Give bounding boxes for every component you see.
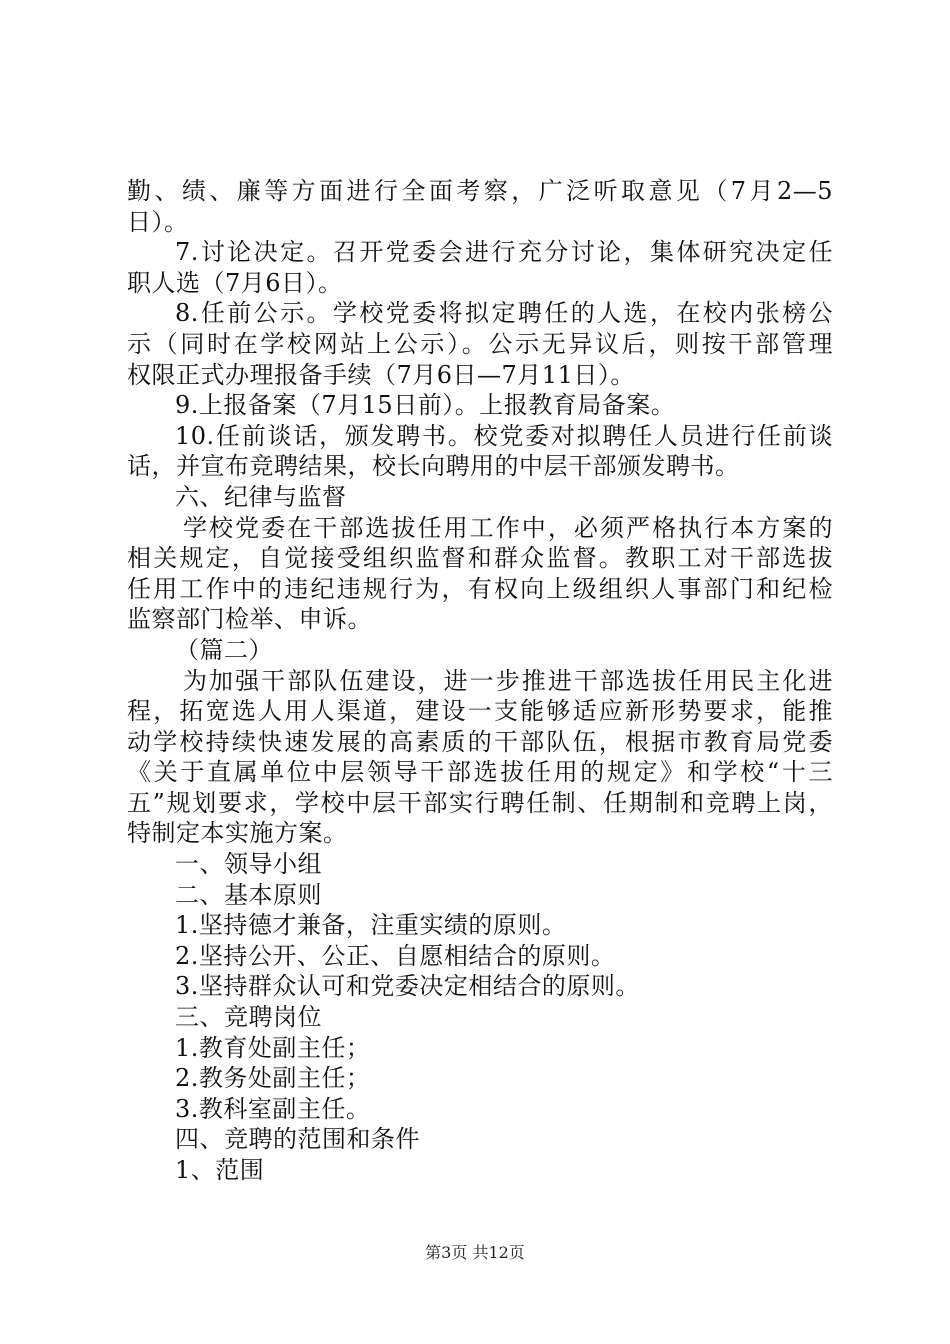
document-body <box>127 176 833 1186</box>
section-heading: 一、领导小组 <box>175 850 322 879</box>
page-number-footer: 第3页 共12页 <box>425 1243 525 1262</box>
text-line: 10.任前谈话，颁发聘书。校党委对拟聘任人员进行任前谈 <box>175 421 833 450</box>
section-heading: 六、纪律与监督 <box>175 482 347 511</box>
list-item: 2.坚持公开、公正、自愿相结合的原则。 <box>175 941 616 970</box>
text-line: 职人选（7月6日）。 <box>127 268 343 297</box>
text-line: 为加强干部队伍建设，进一步推进干部选拔任用民主化进 <box>183 666 833 695</box>
text-line: 日）。 <box>127 207 189 236</box>
list-item: 2.教务处副主任； <box>175 1064 371 1093</box>
section-heading: 三、竞聘岗位 <box>175 1003 322 1032</box>
list-item: 3.教科室副主任。 <box>175 1094 371 1123</box>
text-line: 特制定本实施方案。 <box>127 819 348 848</box>
section-heading: 二、基本原则 <box>175 880 322 909</box>
text-line: 8.任前公示。学校党委将拟定聘任的人选，在校内张榜公 <box>175 299 833 328</box>
list-item: 1.坚持德才兼备，注重实绩的原则。 <box>175 911 567 940</box>
text-line: 勤、绩、廉等方面进行全面考察，广泛听取意见（7月2—5 <box>127 177 833 205</box>
text-line: 9.上报备案（7月15日前）。上报教育局备案。 <box>175 391 676 420</box>
text-line: 学校党委在干部选拔任用工作中，必须严格执行本方案的 <box>183 513 833 542</box>
text-line: 相关规定，自觉接受组织监督和群众监督。教职工对干部选拔 <box>127 544 833 573</box>
text-line: 动学校持续快速发展的高素质的干部队伍，根据市教育局党委 <box>127 727 833 756</box>
text-line: 示（同时在学校网站上公示）。公示无异议后，则按干部管理 <box>127 329 833 358</box>
section-heading: 四、竞聘的范围和条件 <box>175 1125 420 1154</box>
list-item: 3.坚持群众认可和党委决定相结合的原则。 <box>175 972 640 1001</box>
section-heading: （篇二） <box>175 635 273 664</box>
text-line: 话，并宣布竞聘结果，校长向聘用的中层干部颁发聘书。 <box>127 452 740 481</box>
text-line: 任用工作中的违纪违规行为，有权向上级组织人事部门和纪检 <box>127 574 833 603</box>
text-line: 监察部门检举、申诉。 <box>127 605 372 634</box>
subsection-heading: 1、范围 <box>175 1156 265 1184</box>
text-line: 7.讨论决定。召开党委会进行充分讨论，集体研究决定任 <box>175 238 833 267</box>
text-line: 五”规划要求，学校中层干部实行聘任制、任期制和竞聘上岗， <box>127 788 833 817</box>
text-line: 《关于直属单位中层领导干部选拔任用的规定》和学校“十三 <box>127 758 833 787</box>
list-item: 1.教育处副主任； <box>175 1033 371 1062</box>
text-line: 程，拓宽选人用人渠道，建设一支能够适应新形势要求，能推 <box>127 697 833 726</box>
text-line: 权限正式办理报备手续（7月6日—7月11日）。 <box>127 360 635 389</box>
